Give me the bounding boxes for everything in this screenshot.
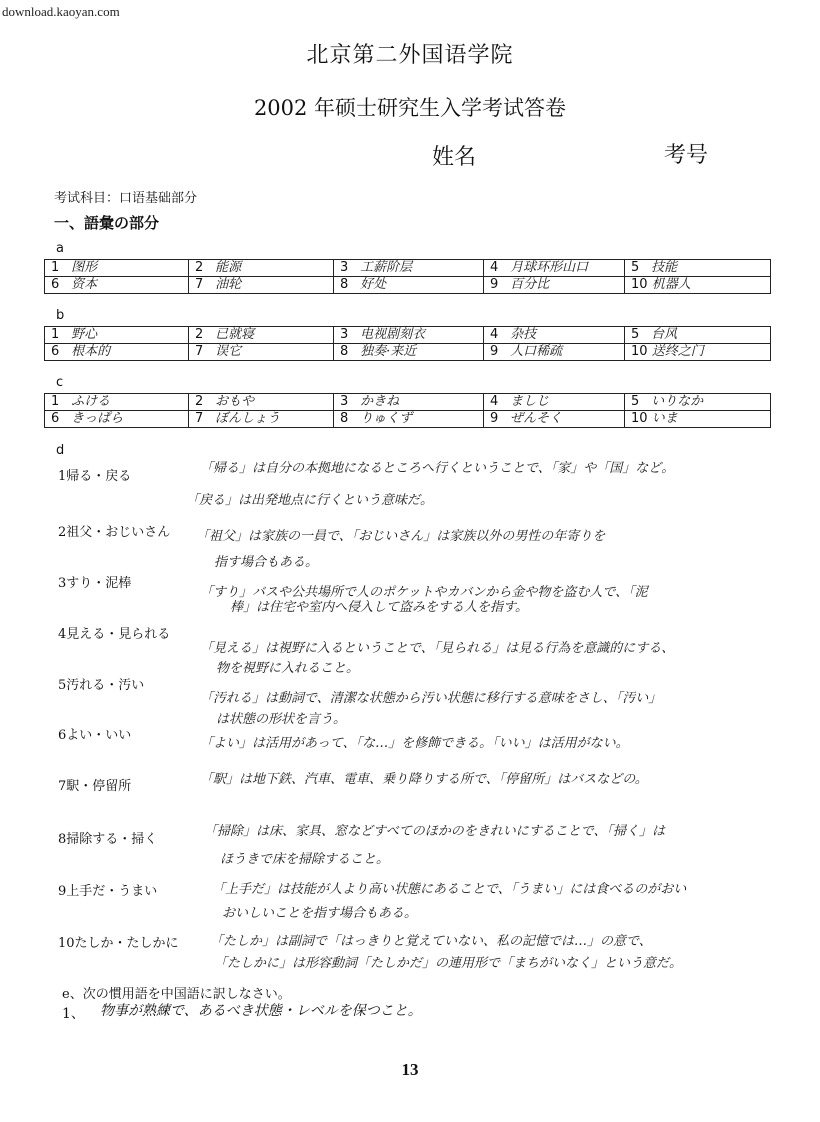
handwritten-answer: 月球环形山口 <box>510 260 589 275</box>
d-item-answer-line: 物を視野に入れること。 <box>216 661 360 676</box>
handwritten-answer: 误它 <box>215 344 242 359</box>
d-item-label-4: 4見える・見られる <box>58 627 171 642</box>
answer-cell: 2 おもや <box>189 394 334 411</box>
answer-cell: 1 ふける <box>45 394 189 411</box>
exam-subject: 考试科目：口语基础部分 <box>54 191 198 206</box>
d-item-label-3: 3すり・泥棒 <box>58 576 132 591</box>
d-item-label-5: 5汚れる・汚い <box>58 678 145 693</box>
source-watermark: download.kaoyan.com <box>2 4 120 19</box>
d-item-answer-line: おいしいことを指す場合もある。 <box>222 906 418 921</box>
answer-cell: 5 いりなか <box>625 394 771 411</box>
answer-cell: 9 人口稀疏 <box>484 344 625 361</box>
d-item-label-1: 1帰る・戻る <box>58 469 132 484</box>
d-item-label-10: 10たしか・たしかに <box>58 936 179 951</box>
handwritten-answer: ふける <box>71 394 111 409</box>
handwritten-answer: 电视剧刻衣 <box>360 327 426 342</box>
d-item-answer-line: ほうきで床を掃除すること。 <box>220 852 390 867</box>
handwritten-answer: 送终之门 <box>651 344 704 359</box>
table-row <box>45 344 771 361</box>
answer-cell: 5 技能 <box>625 260 771 277</box>
handwritten-answer: りゅくず <box>360 411 413 426</box>
d-item-label-9: 9上手だ・うまい <box>58 884 158 899</box>
answer-cell: 6 きっぱら <box>45 411 189 428</box>
d-item-answer-line: 「たしか」は副詞で「はっきりと覚えていない、私の記憶では…」の意で、 <box>210 934 652 949</box>
answer-cell: 2 已就寝 <box>189 327 334 344</box>
answer-cell: 8 好处 <box>334 277 484 294</box>
d-item-answer-line: 「見える」は視野に入るということで、「見られる」は見る行為を意識的にする、 <box>200 641 675 656</box>
handwritten-answer: 资本 <box>71 277 98 292</box>
answer-cell: 10 いま <box>625 411 771 428</box>
d-item-answer-line: 「戻る」は出発地点に行くという意味だ。 <box>186 493 434 508</box>
answer-cell: 5 台风 <box>625 327 771 344</box>
handwritten-answer: おもや <box>215 394 255 409</box>
part-e-heading: e、次の慣用語を中国語に訳しなさい。 <box>62 987 291 1002</box>
part-a-label: a <box>56 241 64 256</box>
part-c-label: c <box>56 375 64 390</box>
d-item-answer-line: 「上手だ」は技能が人より高い状態にあることで、「うまい」には食べるのがおい <box>212 882 687 897</box>
answer-cell: 3 かきね <box>334 394 484 411</box>
name-label: 姓名 <box>432 145 477 170</box>
answer-cell: 7 ぼんしょう <box>189 411 334 428</box>
answer-cell: 8 りゅくず <box>334 411 484 428</box>
part-b-label: b <box>56 308 65 323</box>
answer-cell: 6 资本 <box>45 277 189 294</box>
exam-number-label: 考号 <box>664 143 709 168</box>
handwritten-answer: 百分比 <box>510 277 550 292</box>
handwritten-answer: 机器人 <box>651 277 691 292</box>
answer-cell: 6 根本的 <box>45 344 189 361</box>
handwritten-answer: かきね <box>360 394 400 409</box>
answer-cell: 9 百分比 <box>484 277 625 294</box>
handwritten-answer: ましじ <box>510 394 550 409</box>
d-item-answer-line: 「すり」バスや公共場所で人のポケットやカバンから金や物を盗む人で、「泥 <box>200 585 648 600</box>
table-row <box>45 260 771 277</box>
answer-cell: 7 油轮 <box>189 277 334 294</box>
page-number: 13 <box>401 1060 419 1079</box>
answer-cell: 1 图形 <box>45 260 189 277</box>
answer-cell: 4 杂技 <box>484 327 625 344</box>
handwritten-answer: 油轮 <box>215 277 242 292</box>
handwritten-answer: 好处 <box>360 277 387 292</box>
d-item-label-2: 2祖父・おじいさん <box>58 525 171 540</box>
handwritten-answer: いま <box>651 411 678 426</box>
d-item-answer-line: は状態の形状を言う。 <box>216 712 347 727</box>
d-item-answer-line: 「駅」は地下鉄、汽車、電車、乗り降りする所で、「停留所」はバスなどの。 <box>200 772 648 787</box>
part-e-handwritten-answer: 物事が熟練で、あるべき状態・レベルを保つこと。 <box>100 1003 422 1019</box>
d-item-answer-line: 「祖父」は家族の一員で、「おじいさん」は家族以外の男性の年寄りを <box>196 529 606 544</box>
part-a-table <box>44 259 771 294</box>
d-item-label-8: 8掃除する・掃く <box>58 832 158 847</box>
d-item-answer-line: 棒」は住宅や室内へ侵入して盗みをする人を指す。 <box>230 600 528 615</box>
part-d-label: d <box>56 443 65 458</box>
table-row <box>45 327 771 344</box>
part-c-table <box>44 393 771 428</box>
d-item-label-6: 6よい・いい <box>58 728 132 743</box>
d-item-label-7: 7駅・停留所 <box>58 779 132 794</box>
answer-cell: 8 独奏·来近 <box>334 344 484 361</box>
handwritten-answer: 人口稀疏 <box>510 344 563 359</box>
d-item-answer-line: 「汚れる」は動詞で、清潔な状態から汚い状態に移行する意味をさし、「汚い」 <box>200 691 662 706</box>
answer-cell: 7 误它 <box>189 344 334 361</box>
exam-title: 2002 年硕士研究生入学考试答卷 <box>253 96 567 120</box>
table-row <box>45 411 771 428</box>
institution-title: 北京第二外国语学院 <box>306 43 514 68</box>
answer-cell: 10 送终之门 <box>625 344 771 361</box>
handwritten-answer: 工薪阶层 <box>360 260 413 275</box>
handwritten-answer: ぜんそく <box>510 411 563 426</box>
answer-cell: 3 工薪阶层 <box>334 260 484 277</box>
part-e-answer-number: 1、 <box>62 1006 85 1022</box>
answer-cell: 2 能源 <box>189 260 334 277</box>
part-b-table <box>44 326 771 361</box>
handwritten-answer: 野心 <box>71 327 98 342</box>
answer-cell: 1 野心 <box>45 327 189 344</box>
handwritten-answer: 已就寝 <box>215 327 255 342</box>
handwritten-answer: ぼんしょう <box>215 411 281 426</box>
table-row <box>45 394 771 411</box>
handwritten-answer: 根本的 <box>71 344 111 359</box>
handwritten-answer: 独奏·来近 <box>360 344 417 359</box>
d-item-answer-line: 「掃除」は床、家具、窓などすべてのほかのをきれいにすることで、「掃く」は <box>204 824 665 839</box>
d-item-answer-line: 指す場合もある。 <box>214 555 319 570</box>
handwritten-answer: きっぱら <box>71 411 124 426</box>
answer-cell: 4 月球环形山口 <box>484 260 625 277</box>
handwritten-answer: 技能 <box>651 260 678 275</box>
handwritten-answer: 杂技 <box>510 327 537 342</box>
table-row <box>45 277 771 294</box>
handwritten-answer: いりなか <box>651 394 704 409</box>
d-item-answer-line: 「よい」は活用があって、「な…」を修飾できる。「いい」は活用がない。 <box>200 736 629 751</box>
answer-cell: 9 ぜんそく <box>484 411 625 428</box>
handwritten-answer: 台风 <box>651 327 678 342</box>
handwritten-answer: 能源 <box>215 260 242 275</box>
answer-cell: 10 机器人 <box>625 277 771 294</box>
section-title-vocabulary: 一、語彙の部分 <box>54 214 160 232</box>
answer-cell: 4 ましじ <box>484 394 625 411</box>
handwritten-answer: 图形 <box>71 260 98 275</box>
d-item-answer-line: 「帰る」は自分の本拠地になるところへ行くということで、「家」や「国」など。 <box>200 461 675 476</box>
answer-cell: 3 电视剧刻衣 <box>334 327 484 344</box>
d-item-answer-line: 「たしかに」は形容動詞「たしかだ」の連用形で「まちがいなく」という意だ。 <box>214 956 683 971</box>
